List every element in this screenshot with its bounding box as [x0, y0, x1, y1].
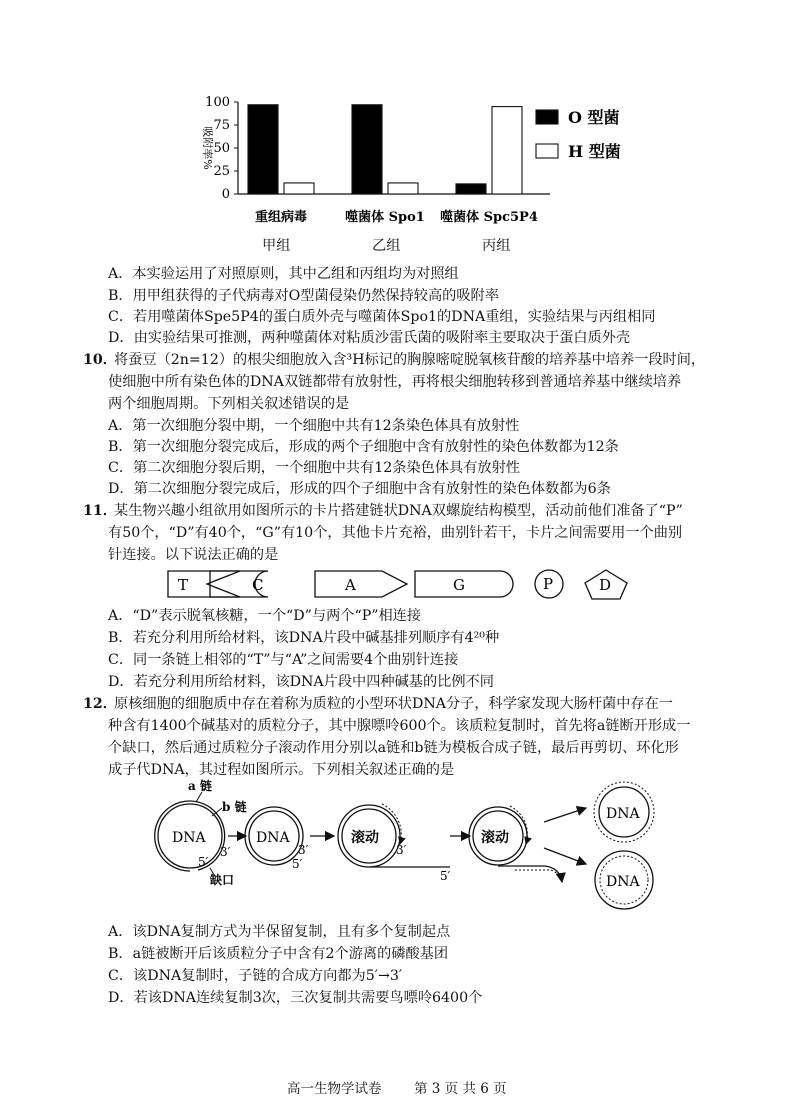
q9-option-c: C．若用噬菌体Spe5P4的蛋白质外壳与噬菌体Spo1的DNA重组，实验结果与丙组相同	[108, 309, 656, 325]
three-prime-label-2: 3′	[298, 843, 309, 857]
legend-label-1: H 型菌	[568, 142, 621, 161]
legend-swatch-0	[536, 110, 558, 124]
q10-option-d: D．第二次细胞分裂完成后，形成的四个子细胞中含有放射性的染色体数都为6条	[108, 481, 611, 497]
bar-o-0	[248, 105, 278, 194]
three-prime-label-3: 3′	[396, 843, 407, 857]
q12-stem-1: 原核细胞的细胞质中存在着称为质粒的小型环状DNA分子，科学家发现大肠杆菌中存在一	[114, 696, 673, 712]
q9-option-a: A．本实验运用了对照原则，其中乙组和丙组均为对照组	[108, 266, 459, 282]
card-a-label: A	[345, 576, 356, 594]
rolling-label-2: 滚动	[481, 830, 509, 846]
five-prime-label-1: 5′	[198, 855, 209, 869]
y-tick-label: 50	[213, 141, 230, 156]
y-tick-label: 25	[213, 164, 230, 179]
y-tick-label: 75	[213, 118, 230, 133]
card-p-label: P	[543, 575, 554, 593]
rolling-label-1: 滚动	[351, 830, 379, 846]
footer-page: 第 3 页 共 6 页	[414, 1081, 507, 1097]
bar-o-2	[456, 184, 486, 194]
q9-option-d: D．由实验结果可推测，两种噬菌体对粘质沙雷氏菌的吸附率主要取决于蛋白质外壳	[108, 330, 631, 346]
legend-swatch-1	[536, 144, 558, 158]
q12-stem-4: 成子代DNA，其过程如图所示。下列相关叙述正确的是	[108, 762, 455, 778]
footer-course: 高一生物学试卷	[287, 1081, 382, 1097]
q11-stem-2: 有50个，“D”有40个，“G”有10个，其他卡片充裕，曲别针若干，卡片之间需要用一个曲别	[108, 525, 683, 541]
dna-label-3: DNA	[606, 806, 640, 822]
dna-card-diagram	[150, 565, 650, 605]
q12-option-d: D．若该DNA连续复制3次，三次复制共需要鸟嘌呤6400个	[108, 990, 483, 1006]
dna-label-4: DNA	[606, 874, 640, 890]
bar-h-2	[492, 107, 522, 194]
card-c-label: C	[252, 576, 264, 594]
bar-o-1	[352, 105, 382, 194]
q12-option-c: C．该DNA复制时，子链的合成方向都为5′→3′	[108, 968, 403, 984]
q10-stem-3: 两个细胞周期。下列相关叙述错误的是	[108, 396, 350, 412]
five-prime-label-3: 5′	[440, 869, 451, 883]
q11-stem-1: 某生物兴趣小组欲用如图所示的卡片搭建链状DNA双螺旋结构模型，活动前他们准备了“P”	[114, 503, 683, 519]
q11-stem-3: 针连接。以下说法正确的是	[108, 547, 279, 563]
y-tick-label: 0	[221, 187, 230, 202]
plasmid-circle-4	[469, 806, 527, 865]
x-category-label: 噬菌体 Spc5P4	[440, 210, 538, 225]
y-axis-label: 吸附率%	[201, 126, 214, 170]
card-g-label: G	[453, 576, 465, 594]
bar-h-0	[284, 183, 314, 194]
q12-option-b: B．a链被断开后该质粒分子中含有2个游离的磷酸基团	[108, 946, 449, 962]
y-tick-label: 100	[205, 95, 230, 110]
card-t-label: T	[178, 576, 189, 594]
group-label-jia: 甲组	[262, 238, 291, 254]
q10-stem-2: 使细胞中所有染色体的DNA双链都带有放射性，再将根尖细胞转移到普通培养基中继续培养	[108, 374, 682, 390]
card-d-label: D	[599, 576, 612, 594]
q10-option-a: A．第一次细胞分裂中期，一个细胞中共有12条染色体具有放射性	[108, 418, 520, 434]
daughter-plasmid-2	[595, 851, 653, 909]
bar-h-1	[388, 183, 418, 194]
q12-stem-3: 个缺口，然后通过质粒分子滚动作用分别以a链和b链为模板合成子链，最后再剪切、环化形	[108, 740, 679, 756]
q11-option-c: C．同一条链上相邻的“T”与“A”之间需要4个曲别针连接	[108, 652, 459, 668]
q12-option-a: A．该DNA复制方式为半保留复制，且有多个复制起点	[108, 924, 451, 940]
group-label-yi: 乙组	[372, 238, 401, 254]
dna-label-2: DNA	[256, 830, 290, 846]
x-category-label: 噬菌体 Spo1	[345, 210, 425, 225]
q11-number: 11．	[83, 503, 117, 519]
legend-label-0: O 型菌	[568, 108, 620, 127]
gap-label: 缺口	[210, 873, 235, 887]
x-category-label: 重组病毒	[254, 210, 308, 225]
group-label-bing: 丙组	[482, 238, 511, 254]
q9-option-b: B．用甲组获得的子代病毒对O型菌侵染仍然保持较高的吸附率	[108, 288, 499, 304]
plasmid-circle-3	[338, 804, 401, 867]
q10-number: 10．	[83, 352, 117, 368]
dna-label-1: DNA	[172, 830, 206, 846]
card-a-shape	[315, 571, 407, 597]
q12-number: 12．	[83, 696, 117, 712]
adsorption-bar-chart	[190, 88, 650, 258]
plasmid-circle-1	[155, 801, 225, 871]
q11-option-a: A．“D”表示脱氧核糖，一个“D”与两个“P”相连接	[108, 608, 422, 624]
daughter-plasmid-1	[594, 782, 654, 842]
five-prime-label-2: 5′	[292, 857, 303, 871]
b-strand-label: b 链	[222, 800, 247, 814]
q11-option-d: D．若充分利用所给材料，该DNA片段中四种碱基的比例不同	[108, 674, 494, 690]
q12-stem-2: 种含有1400个碱基对的质粒分子，其中腺嘌呤600个。该质粒复制时，首先将a链断开形成一	[108, 718, 691, 734]
q10-option-c: C．第二次细胞分裂后期，一个细胞中共有12条染色体具有放射性	[108, 460, 520, 476]
q10-stem-1: 将蚕豆（2n=12）的根尖细胞放入含³H标记的胸腺嘧啶脱氧核苷酸的培养基中培养一段时间，	[114, 352, 706, 368]
a-strand-label: a 链	[188, 779, 212, 793]
three-prime-label-1: 3′	[220, 845, 231, 859]
q10-option-b: B．第一次细胞分裂完成后，形成的两个子细胞中含有放射性的染色体数都为12条	[108, 439, 619, 455]
q11-option-b: B．若充分利用所给材料，该DNA片段中碱基排列顺序有4²⁰种	[108, 630, 500, 646]
rolling-circle-diagram	[150, 778, 670, 918]
